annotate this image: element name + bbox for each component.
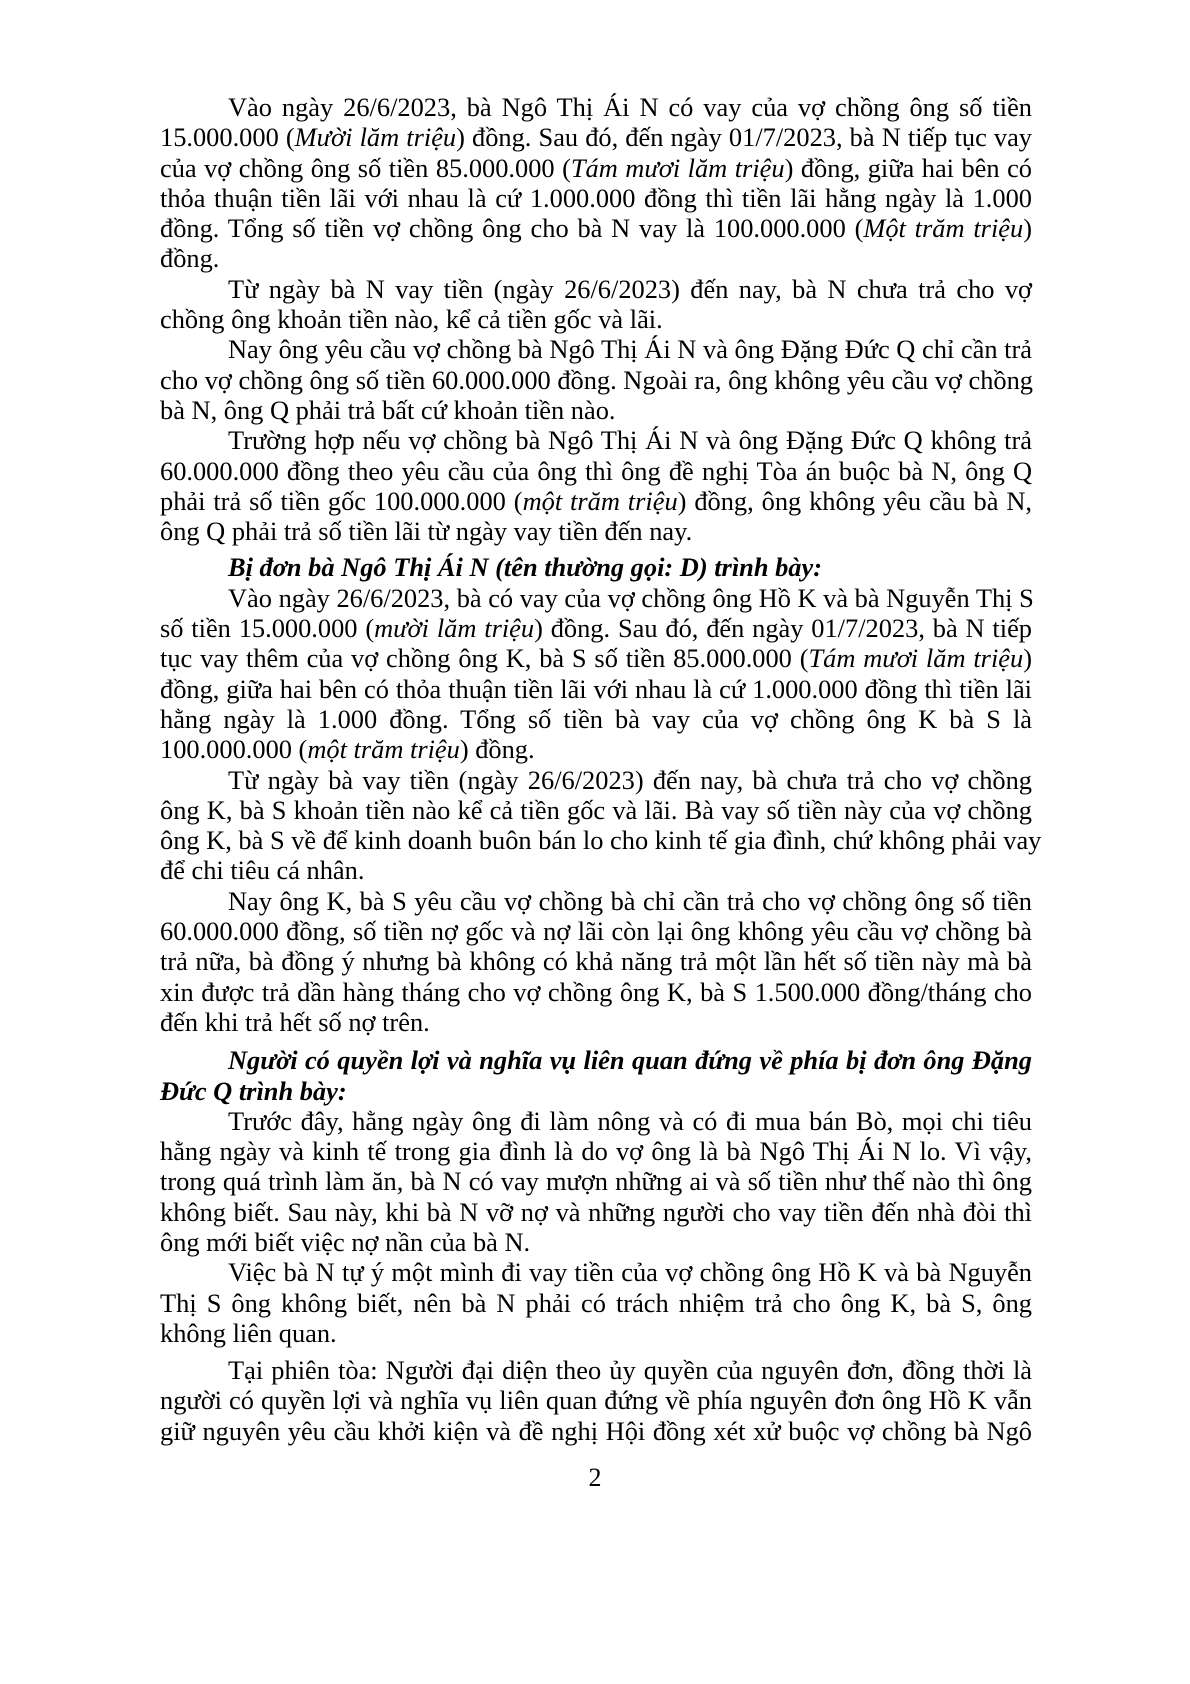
text-line: bà N, ông Q phải trả bất cứ khoản tiền nào.	[160, 394, 616, 425]
italic-text-run: Tám mươi lăm triệu	[570, 152, 785, 183]
paragraph	[160, 1106, 1032, 1257]
text-line	[160, 122, 1032, 152]
text-line: để chi tiêu cá nhân.	[160, 855, 365, 886]
document-body	[160, 92, 1042, 1446]
text-line: ông Q phải trả số tiền lãi từ ngày vay tiền đến nay.	[160, 516, 693, 547]
text-line: cho vợ chồng ông số tiền 60.000.000 đồng. Ngoài ra, ông không yêu cầu vợ chồng	[160, 364, 1034, 395]
text-run: ) đồng, giữa hai bên có	[784, 152, 1032, 183]
text-run: ) đồng. Sau đó, đến ngày 01/7/2023, bà N tiếp	[534, 613, 1032, 644]
text-line: trả nữa, bà đồng ý nhưng bà không có khả năng trả một lần hết số tiền này mà bà	[160, 946, 1032, 977]
text-line	[160, 613, 1032, 643]
text-run: 100.000.000 (	[160, 734, 308, 765]
text-line: trong quá trình làm ăn, bà N có vay mượn những ai và số tiền như thế nào thì ông	[160, 1166, 1032, 1197]
paragraph	[160, 583, 1032, 765]
text-line: Bị đơn bà Ngô Thị Ái N (tên thường gọi: D) trình bày:	[228, 552, 823, 583]
italic-text-run: mười lăm triệu	[374, 613, 535, 644]
text-line: Trước đây, hằng ngày ông đi làm nông và có đi mua bán Bò, mọi chi tiêu	[228, 1105, 1032, 1136]
text-line: người có quyền lợi và nghĩa vụ liên quan đứng về phía nguyên đơn ông Hồ K vẫn	[160, 1385, 1032, 1416]
text-line: 60.000.000 đồng, số tiền nợ gốc và nợ lãi còn lại ông không yêu cầu vợ chồng bà	[160, 916, 1032, 947]
text-line	[160, 734, 1032, 764]
text-run: của vợ chồng ông số tiền 85.000.000 (	[160, 152, 571, 183]
paragraph	[160, 1355, 1032, 1446]
text-run: số tiền 15.000.000 (	[160, 613, 375, 644]
text-run: ) đồng, ông không yêu cầu bà N,	[677, 485, 1032, 516]
text-line: hằng ngày là 1.000 đồng. Tổng số tiền bà vay của vợ chồng ông K bà S là	[160, 703, 1032, 734]
text-run: phải trả số tiền gốc 100.000.000 (	[160, 485, 523, 516]
text-run: tục vay thêm của vợ chồng ông K, bà S số tiền 85.000.000 (	[160, 643, 809, 674]
text-line: hằng ngày và kinh tế trong gia đình là do vợ ông là bà Ngô Thị Ái N lo. Vì vậy,	[160, 1136, 1032, 1167]
text-line: Từ ngày bà vay tiền (ngày 26/6/2023) đến nay, bà chưa trả cho vợ chồng	[228, 764, 1032, 795]
text-line: Đức Q trình bày:	[160, 1075, 347, 1106]
paragraph	[160, 425, 1032, 546]
text-line: ông K, bà S khoản tiền nào kể cả tiền gốc và lãi. Bà vay số tiền này của vợ chồng	[160, 794, 1032, 825]
section-heading	[160, 1045, 1032, 1106]
text-line: Nay ông K, bà S yêu cầu vợ chồng bà chỉ cần trả cho vợ chồng ông số tiền	[228, 885, 1032, 916]
paragraph	[160, 764, 1042, 886]
text-line	[160, 486, 1032, 516]
text-run: ) đồng. Sau đó, đến ngày 01/7/2023, bà N tiếp tục vay	[456, 122, 1033, 153]
paragraph	[160, 1257, 1032, 1348]
text-line: Tại phiên tòa: Người đại diện theo ủy quyền của nguyên đơn, đồng thời là	[228, 1355, 1032, 1386]
text-line: đồng, giữa hai bên có thỏa thuận tiền lãi với nhau là cứ 1.000.000 đồng thì tiền lãi	[160, 673, 1032, 704]
text-line: không liên quan.	[160, 1317, 337, 1348]
paragraph	[160, 886, 1032, 1037]
text-line: chồng ông khoản tiền nào, kể cả tiền gốc và lãi.	[160, 304, 663, 335]
italic-text-run: Mười lăm triệu	[294, 122, 457, 153]
text-line: Từ ngày bà N vay tiền (ngày 26/6/2023) đến nay, bà N chưa trả cho vợ	[228, 273, 1032, 304]
text-line: không biết. Sau này, khi bà N vỡ nợ và những người cho vay tiền đến nhà đòi thì	[160, 1196, 1032, 1227]
text-line: Vào ngày 26/6/2023, bà có vay của vợ chồng ông Hồ K và bà Nguyễn Thị S	[228, 582, 1034, 613]
text-line: xin được trả dần hàng tháng cho vợ chồng ông K, bà S 1.500.000 đồng/tháng cho	[160, 976, 1032, 1007]
text-run: )	[1023, 643, 1032, 674]
text-line	[160, 213, 1032, 243]
text-line: Vào ngày 26/6/2023, bà Ngô Thị Ái N có vay của vợ chồng ông số tiền	[228, 92, 1032, 122]
text-line: Việc bà N tự ý một mình đi vay tiền của vợ chồng ông Hồ K và bà Nguyễn	[228, 1257, 1032, 1288]
text-line: Trường hợp nếu vợ chồng bà Ngô Thị Ái N và ông Đặng Đức Q không trả	[228, 425, 1032, 456]
paragraph	[160, 334, 1032, 425]
paragraph	[160, 274, 1032, 335]
page-number: 2	[588, 1463, 602, 1492]
section-heading	[160, 552, 1032, 582]
italic-text-run: một trăm triệu	[522, 485, 678, 516]
text-run: đồng. Tổng số tiền vợ chồng ông cho bà N vay là 100.000.000 (	[160, 213, 864, 244]
text-line: 60.000.000 đồng theo yêu cầu của ông thì ông đề nghị Tòa án buộc bà N, ông Q	[160, 455, 1032, 486]
italic-text-run: Tám mươi lăm triệu	[808, 643, 1024, 674]
text-line: giữ nguyên yêu cầu khởi kiện và đề nghị Hội đồng xét xử buộc vợ chồng bà Ngô	[160, 1415, 1032, 1446]
text-line	[160, 643, 1032, 673]
text-line: ông K, bà S về để kinh doanh buôn bán lo cho kinh tế gia đình, chứ không phải vay	[160, 825, 1042, 856]
text-run: )	[1023, 213, 1032, 244]
text-line: Thị S ông không biết, nên bà N phải có trách nhiệm trả cho ông K, bà S, ông	[160, 1287, 1032, 1318]
text-line: Nay ông yêu cầu vợ chồng bà Ngô Thị Ái N và ông Đặng Đức Q chỉ cần trả	[228, 334, 1032, 365]
text-line: ông mới biết việc nợ nần của bà N.	[160, 1226, 531, 1257]
italic-text-run: Một trăm triệu	[863, 213, 1024, 244]
italic-text-run: một trăm triệu	[307, 734, 460, 765]
text-run: 15.000.000 (	[160, 122, 295, 153]
paragraph	[160, 92, 1032, 274]
text-line	[160, 153, 1032, 183]
text-line: đồng.	[160, 243, 220, 274]
text-line: Người có quyền lợi và nghĩa vụ liên quan đứng về phía bị đơn ông Đặng	[228, 1045, 1032, 1076]
text-line: thỏa thuận tiền lãi với nhau là cứ 1.000.000 đồng thì tiền lãi hằng ngày là 1.000	[160, 182, 1032, 213]
text-run: ) đồng.	[459, 734, 535, 765]
text-line: đến khi trả hết số nợ trên.	[160, 1006, 430, 1037]
